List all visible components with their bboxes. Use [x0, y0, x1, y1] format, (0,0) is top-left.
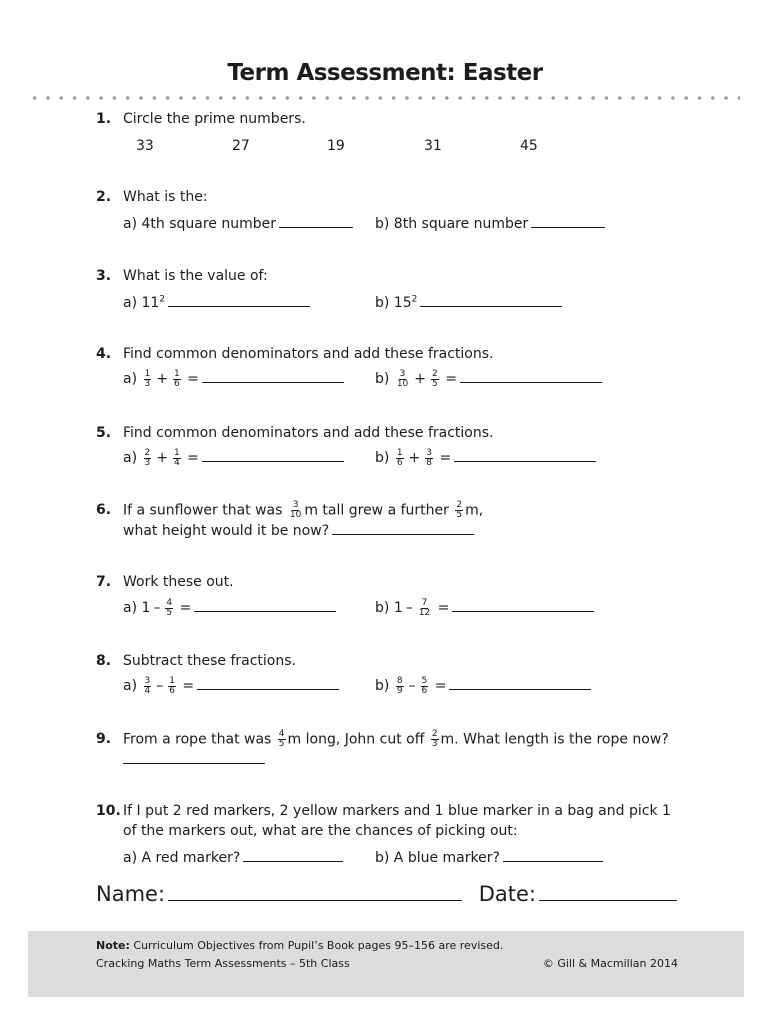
fraction: $\frac{1}{6}$ [169, 675, 175, 696]
question-number: 2. [96, 189, 112, 205]
part-label: a) [123, 678, 138, 694]
name-field[interactable] [168, 882, 462, 901]
answer-blank[interactable] [168, 293, 310, 307]
answer-blank[interactable] [452, 598, 594, 612]
part-label: a) [123, 371, 138, 387]
fraction: $\frac{4}{5}$ [166, 597, 173, 618]
fraction: $\frac{1}{4}$ [173, 447, 180, 468]
answer-blank[interactable] [449, 676, 591, 690]
question-text: Find common denominators and add these fractions. [123, 425, 494, 441]
part-label: b) [375, 600, 390, 616]
question-text: What is the value of: [123, 268, 268, 284]
fraction: $\frac{3}{10}$ [396, 368, 409, 389]
exponent: 2 [411, 294, 418, 305]
answer-blank[interactable] [531, 214, 605, 228]
footer-note: Note: Curriculum Objectives from Pupil’s Book pages 95–156 are revised. [96, 939, 504, 952]
question-text: Circle the prime numbers. [123, 111, 306, 127]
prime-candidate[interactable]: 31 [424, 138, 442, 154]
question-number: 10. [96, 803, 121, 819]
page-title: Term Assessment: Easter [227, 60, 543, 86]
prime-candidate[interactable]: 19 [327, 138, 345, 154]
fraction: $\frac{8}{9}$ [396, 675, 403, 696]
part-label: b) [375, 678, 390, 694]
part-label: b) [375, 371, 390, 387]
prime-candidate[interactable]: 33 [136, 138, 154, 154]
answer-blank[interactable] [202, 369, 344, 383]
footer [28, 931, 744, 997]
question-number: 5. [96, 425, 112, 441]
footer-course: Cracking Maths Term Assessments – 5th Class [96, 957, 350, 970]
part-a-text: a) A red marker? [123, 850, 241, 866]
answer-blank[interactable] [503, 848, 603, 862]
question-number: 4. [96, 346, 112, 362]
prime-candidate[interactable]: 27 [232, 138, 250, 154]
answer-blank[interactable] [202, 448, 344, 462]
fraction: $\frac{5}{6}$ [421, 675, 428, 696]
fraction: $\frac{7}{12}$ [418, 597, 431, 618]
date-label: Date: [478, 882, 536, 906]
fraction: $\frac{1}{6}$ [173, 368, 180, 389]
part-label: a) [123, 600, 138, 616]
question-text: If I put 2 red markers, 2 yellow markers and 1 blue marker in a bag and pick 1 [123, 803, 671, 819]
question-text: Work these out. [123, 574, 234, 590]
dotted-divider [28, 96, 740, 100]
question-text-line2: what height would it be now? [123, 523, 330, 539]
footer-copyright: © Gill & Macmillan 2014 [542, 957, 678, 970]
part-a-text: a) 4th square number [123, 216, 276, 232]
answer-blank[interactable] [243, 848, 343, 862]
name-date-row [96, 882, 677, 906]
name-label: Name: [96, 882, 166, 906]
part-label: b) [375, 450, 390, 466]
answer-blank[interactable] [332, 521, 474, 535]
question-number: 7. [96, 574, 112, 590]
question-text: Find common denominators and add these fractions. [123, 346, 494, 362]
fraction: $\frac{3}{8}$ [426, 447, 433, 468]
fraction: $\frac{4}{5}$ [278, 729, 285, 749]
question-number: 3. [96, 268, 112, 284]
fraction: $\frac{2}{3}$ [431, 729, 438, 749]
answer-blank[interactable] [194, 598, 336, 612]
exponent: 2 [159, 294, 166, 305]
fraction: $\frac{2}{3}$ [144, 447, 151, 468]
question-text: If a sunflower that was $\frac{3}{10}$ m tall grew a further $\frac{2}{5}$ m, [123, 500, 484, 520]
part-b-text: b) 8th square number [375, 216, 529, 232]
question-number: 1. [96, 111, 112, 127]
question-text: What is the: [123, 189, 208, 205]
fraction: $\frac{1}{3}$ [144, 368, 151, 389]
fraction: $\frac{2}{5}$ [456, 500, 463, 520]
fraction: $\frac{2}{5}$ [432, 368, 438, 389]
part-b-text: b) A blue marker? [375, 850, 500, 866]
part-label: a) [123, 450, 138, 466]
question-number: 6. [96, 502, 112, 518]
fraction: $\frac{3}{10}$ [289, 500, 302, 520]
part-a-text: a) 11 [123, 295, 160, 311]
answer-blank[interactable] [454, 448, 596, 462]
question-number: 8. [96, 653, 112, 669]
question-text-line2: of the markers out, what are the chances of picking out: [123, 823, 518, 839]
answer-blank[interactable] [279, 214, 353, 228]
answer-blank[interactable] [123, 750, 265, 764]
question-text: Subtract these fractions. [123, 653, 296, 669]
question-text: From a rope that was $\frac{4}{5}$ m long, John cut off $\frac{2}{3}$ m. What length is the rope now? [123, 729, 669, 749]
answer-blank[interactable] [460, 369, 602, 383]
answer-blank[interactable] [197, 676, 339, 690]
question-number: 9. [96, 731, 112, 747]
fraction: $\frac{1}{6}$ [396, 447, 403, 468]
prime-candidate[interactable]: 45 [520, 138, 538, 154]
fraction: $\frac{3}{4}$ [144, 675, 151, 696]
date-field[interactable] [539, 882, 677, 901]
answer-blank[interactable] [420, 293, 562, 307]
part-b-text: b) 15 [375, 295, 412, 311]
